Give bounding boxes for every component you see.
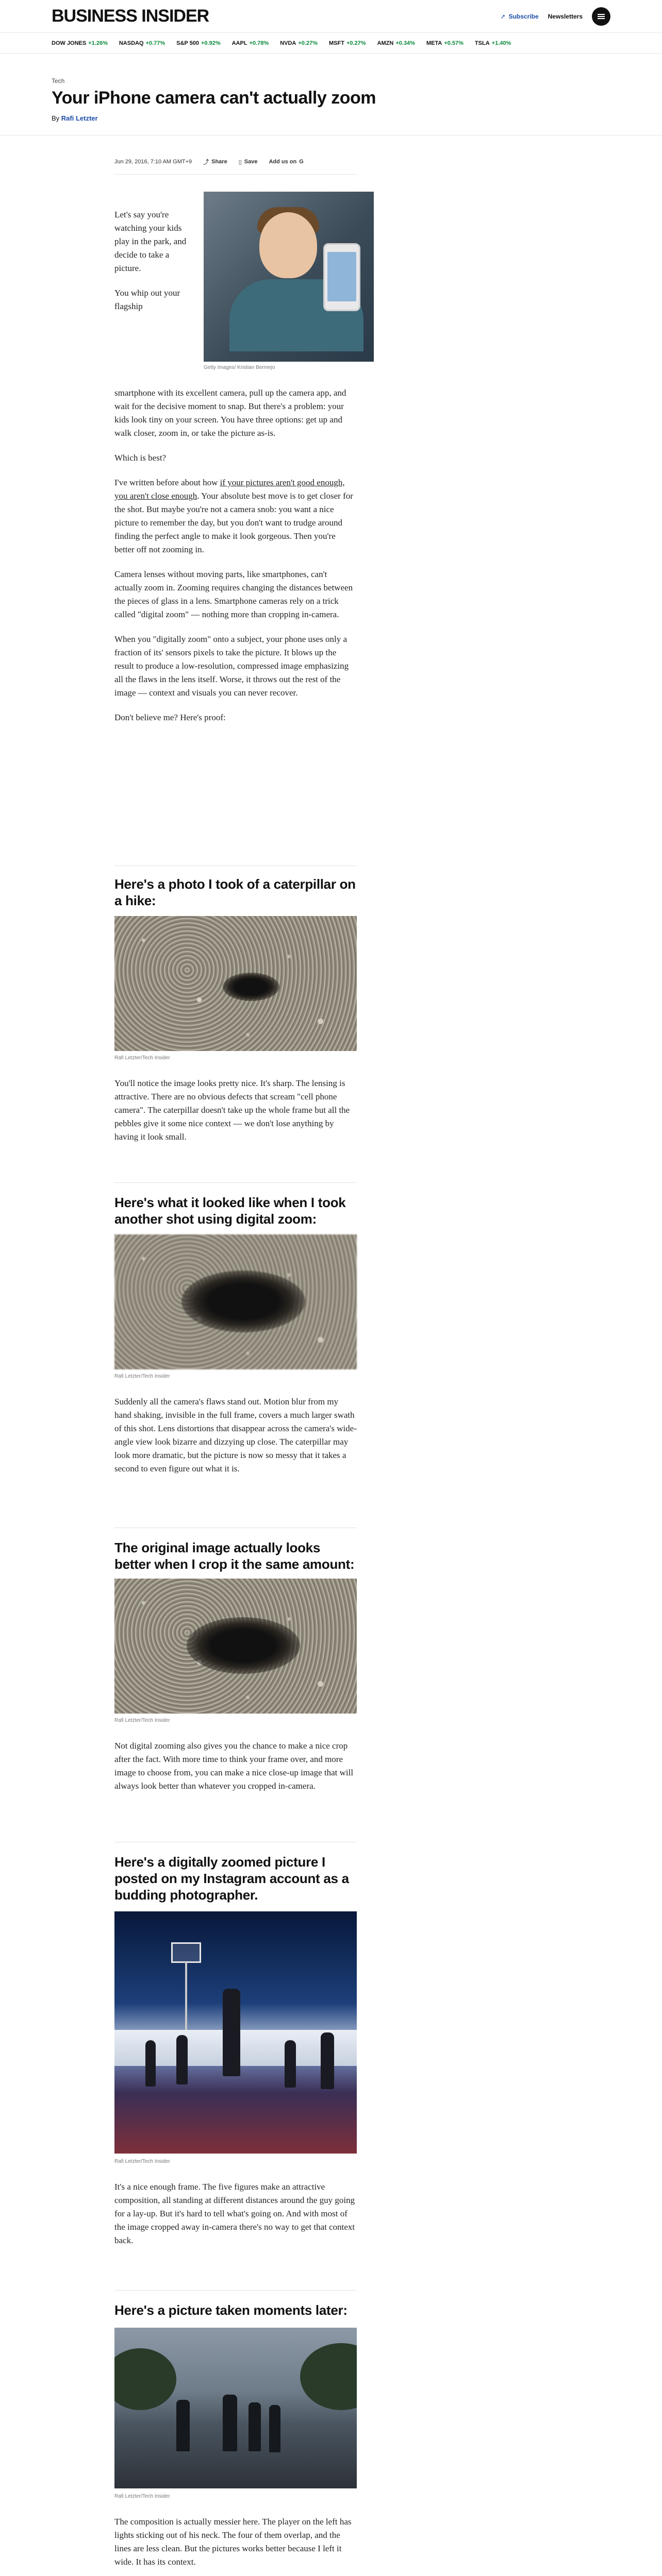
site-logo[interactable]: BUSINESS INSIDER	[52, 6, 209, 26]
arrow-icon: ➚	[500, 12, 506, 20]
google-icon: G	[299, 159, 304, 165]
tree-shape	[300, 2343, 357, 2410]
byline	[52, 114, 98, 122]
ticker-item[interactable]	[426, 40, 464, 46]
ticker-item[interactable]	[52, 40, 108, 46]
player-shape	[223, 2395, 237, 2451]
tree-shape	[114, 2348, 176, 2410]
ticker-change: +1.40%	[491, 40, 511, 46]
paragraph: Don't believe me? Here's proof:	[114, 713, 226, 722]
cropped-caterpillar-photo	[114, 1579, 357, 1714]
caterpillar-shape	[187, 1617, 300, 1674]
paragraph: Camera lenses without moving parts, like smartphones, can't actually zoom in. Zooming requires changing the distances between the pieces of glass in a lens. Smartphone cameras rely on a trick called "digital zoom" — nothing more than cropping in-camera.	[114, 569, 353, 619]
ticker-item[interactable]	[475, 40, 511, 46]
iphone-shape	[323, 243, 360, 311]
byline-prefix: By	[52, 114, 60, 122]
paragraph: Not digital zooming also gives you the chance to make a nice crop after the fact. With more time to think your frame over, and more image to choose from, you can make a nice close-up image that will always look better than whatever you cropped in-camera.	[114, 1741, 354, 1791]
section-heading: Here's a photo I took of a caterpillar on a hike:	[114, 876, 356, 908]
player-shape	[249, 2402, 261, 2451]
site-header	[0, 0, 662, 33]
ticker-change: +0.78%	[249, 40, 269, 46]
ticker-name: AMZN	[377, 40, 394, 46]
player-shape	[145, 2040, 156, 2087]
article-headline: Your iPhone camera can't actually zoom	[52, 88, 376, 108]
author-link[interactable]: Rafi Letzter	[61, 114, 98, 122]
ticker-name: TSLA	[474, 40, 490, 46]
save-label: Save	[244, 159, 258, 165]
add-source-button[interactable]	[269, 159, 303, 165]
ticker-change: +0.27%	[298, 40, 318, 46]
ticker-item[interactable]	[232, 40, 269, 46]
caterpillar-shape	[181, 1270, 305, 1332]
divider	[114, 174, 357, 175]
paragraph: Which is best?	[114, 453, 167, 463]
section-label[interactable]: Tech	[52, 77, 65, 84]
share-button[interactable]	[203, 158, 227, 166]
market-ticker	[0, 33, 662, 54]
hoop-shape	[171, 1942, 201, 1963]
paragraph: The composition is actually messier here. The player on the left has lights sticking out of his neck. The four of them overlap, and the lines are less clean. But the pictures works better because I left it wide. It has its context.	[114, 2517, 352, 2567]
image-caption: Rafi Letzter/Tech Insider	[114, 2494, 170, 2499]
basketball-photo	[114, 1911, 357, 2154]
ticker-item[interactable]	[377, 40, 415, 46]
caterpillar-shape	[223, 973, 279, 1001]
ticker-name: NVDA	[280, 40, 296, 46]
section-heading: Here's what it looked like when I took another shot using digital zoom:	[114, 1195, 346, 1227]
body-block	[114, 386, 357, 724]
publish-date: Jun 29, 2016, 7:10 AM GMT+9	[114, 159, 192, 165]
phone-screen	[327, 252, 356, 301]
body-block	[114, 2515, 357, 2576]
player-shape	[223, 1989, 240, 2076]
caterpillar-photo	[114, 916, 357, 1051]
bookmark-icon: ▯	[238, 159, 242, 165]
image-caption: Getty Images/ Kristian Bermejo	[204, 365, 275, 370]
subscribe-link[interactable]	[501, 13, 539, 20]
zoomed-caterpillar-photo	[114, 1234, 357, 1369]
divider	[114, 1182, 357, 1183]
paragraph: It's a nice enough frame. The five figures make an attractive composition, all standing at different distances around the guy going for a lay-up. But it's hard to tell what's going on. And with most of the image cropped away in-camera there's no way to get that context back.	[114, 2182, 355, 2245]
text: I've written before about how	[114, 478, 220, 487]
player-shape	[285, 2040, 296, 2088]
image-caption: Rafi Letzter/Tech Insider	[114, 2159, 170, 2164]
text: . Your absolute best move is to get closer for the shot. But maybe you're not a camera snob: you want a nice picture to remember the day, but you don't want to trudge around finding the perfect angle to make it look gorgeous. Then you're better off not zooming in.	[114, 491, 353, 554]
section-heading: The original image actually looks better when I crop it the same amount:	[114, 1540, 355, 1572]
subscribe-label: Subscribe	[508, 12, 539, 20]
paragraph: smartphone with its excellent camera, pull up the camera app, and wait for the decisive moment to snap. But there's a problem: your kids look tiny on your screen. You have three options: get up and walk closer, zoom in, or take the picture as-is.	[114, 388, 346, 438]
paragraph: Let's say you're watching your kids play in the park, and decide to take a picture.	[114, 210, 187, 273]
save-button[interactable]	[239, 159, 258, 165]
ticker-change: +0.77%	[145, 40, 166, 46]
menu-button[interactable]	[592, 7, 610, 26]
ticker-item[interactable]	[329, 40, 366, 46]
ticker-name: NASDAQ	[119, 40, 144, 46]
article-meta	[114, 158, 357, 166]
face-shape	[259, 212, 317, 278]
hamburger-icon	[598, 16, 605, 17]
paragraph: You whip out your flagship	[114, 288, 180, 311]
header-actions	[501, 7, 610, 26]
share-label: Share	[211, 159, 227, 165]
ticker-item[interactable]	[280, 40, 318, 46]
ticker-change: +0.27%	[346, 40, 366, 46]
section-heading: Here's a picture taken moments later:	[114, 2302, 347, 2318]
player-shape	[321, 2032, 334, 2089]
player-shape	[269, 2405, 280, 2452]
share-icon: ⤴	[203, 159, 209, 165]
ticker-change: +1.26%	[88, 40, 108, 46]
player-shape	[176, 2400, 190, 2451]
newsletters-link[interactable]: Newsletters	[548, 12, 583, 20]
image-caption: Rafi Letzter/Tech Insider	[114, 1374, 170, 1379]
paragraph: Suddenly all the camera's flaws stand out. Motion blur from my hand shaking, invisible in the full frame, covers a much larger swath of this shot. Lens distortions that disappear across the camera's wide-angle view look bizarre and dizzying up close. The caterpillar may look more dramatic, but the picture is now so messy that it takes a second to even figure out what it is.	[114, 1397, 357, 1473]
ticker-change: +0.34%	[395, 40, 415, 46]
intro-text	[114, 208, 192, 313]
add-label: Add us on	[269, 159, 297, 165]
image-caption: Rafi Letzter/Tech Insider	[114, 1718, 170, 1723]
image-caption: Rafi Letzter/Tech Insider	[114, 1055, 170, 1061]
paragraph: You'll notice the image looks pretty nice. It's sharp. The lensing is attractive. There are no obvious defects that scream "cell phone camera". The caterpillar doesn't take up the whole frame but all the pebbles give it some nice context — we don't lose anything by having it look small.	[114, 1078, 350, 1142]
section-heading: Here's a digitally zoomed picture I posted on my Instagram account as a budding photographer.	[114, 1854, 349, 1903]
ticker-name: S&P 500	[176, 40, 199, 46]
player-shape	[176, 2035, 188, 2084]
paragraph: When you "digitally zoom" onto a subject, your phone uses only a fraction of its' sensors pixels to take the picture. It blows up the result to produce a low-resolution, compressed image emphasizing all the flaws in the lens itself. Worse, it throws out the rest of the image — context and visuals you can never recover.	[114, 634, 349, 698]
ticker-name: DOW JONES	[52, 40, 87, 46]
inline-link[interactable]: if your pictures aren't good enough, you aren't close enough	[114, 478, 345, 501]
ticker-change: +0.57%	[444, 40, 464, 46]
divider	[114, 2290, 357, 2291]
ticker-name: AAPL	[231, 40, 247, 46]
ticker-change: +0.92%	[201, 40, 221, 46]
wide-court-photo	[114, 2328, 357, 2488]
ticker-name: META	[426, 40, 442, 46]
ticker-item[interactable]	[119, 40, 165, 46]
ticker-item[interactable]	[176, 40, 220, 46]
paragraph	[114, 476, 357, 556]
ticker-name: MSFT	[328, 40, 344, 46]
hero-image	[204, 192, 374, 362]
